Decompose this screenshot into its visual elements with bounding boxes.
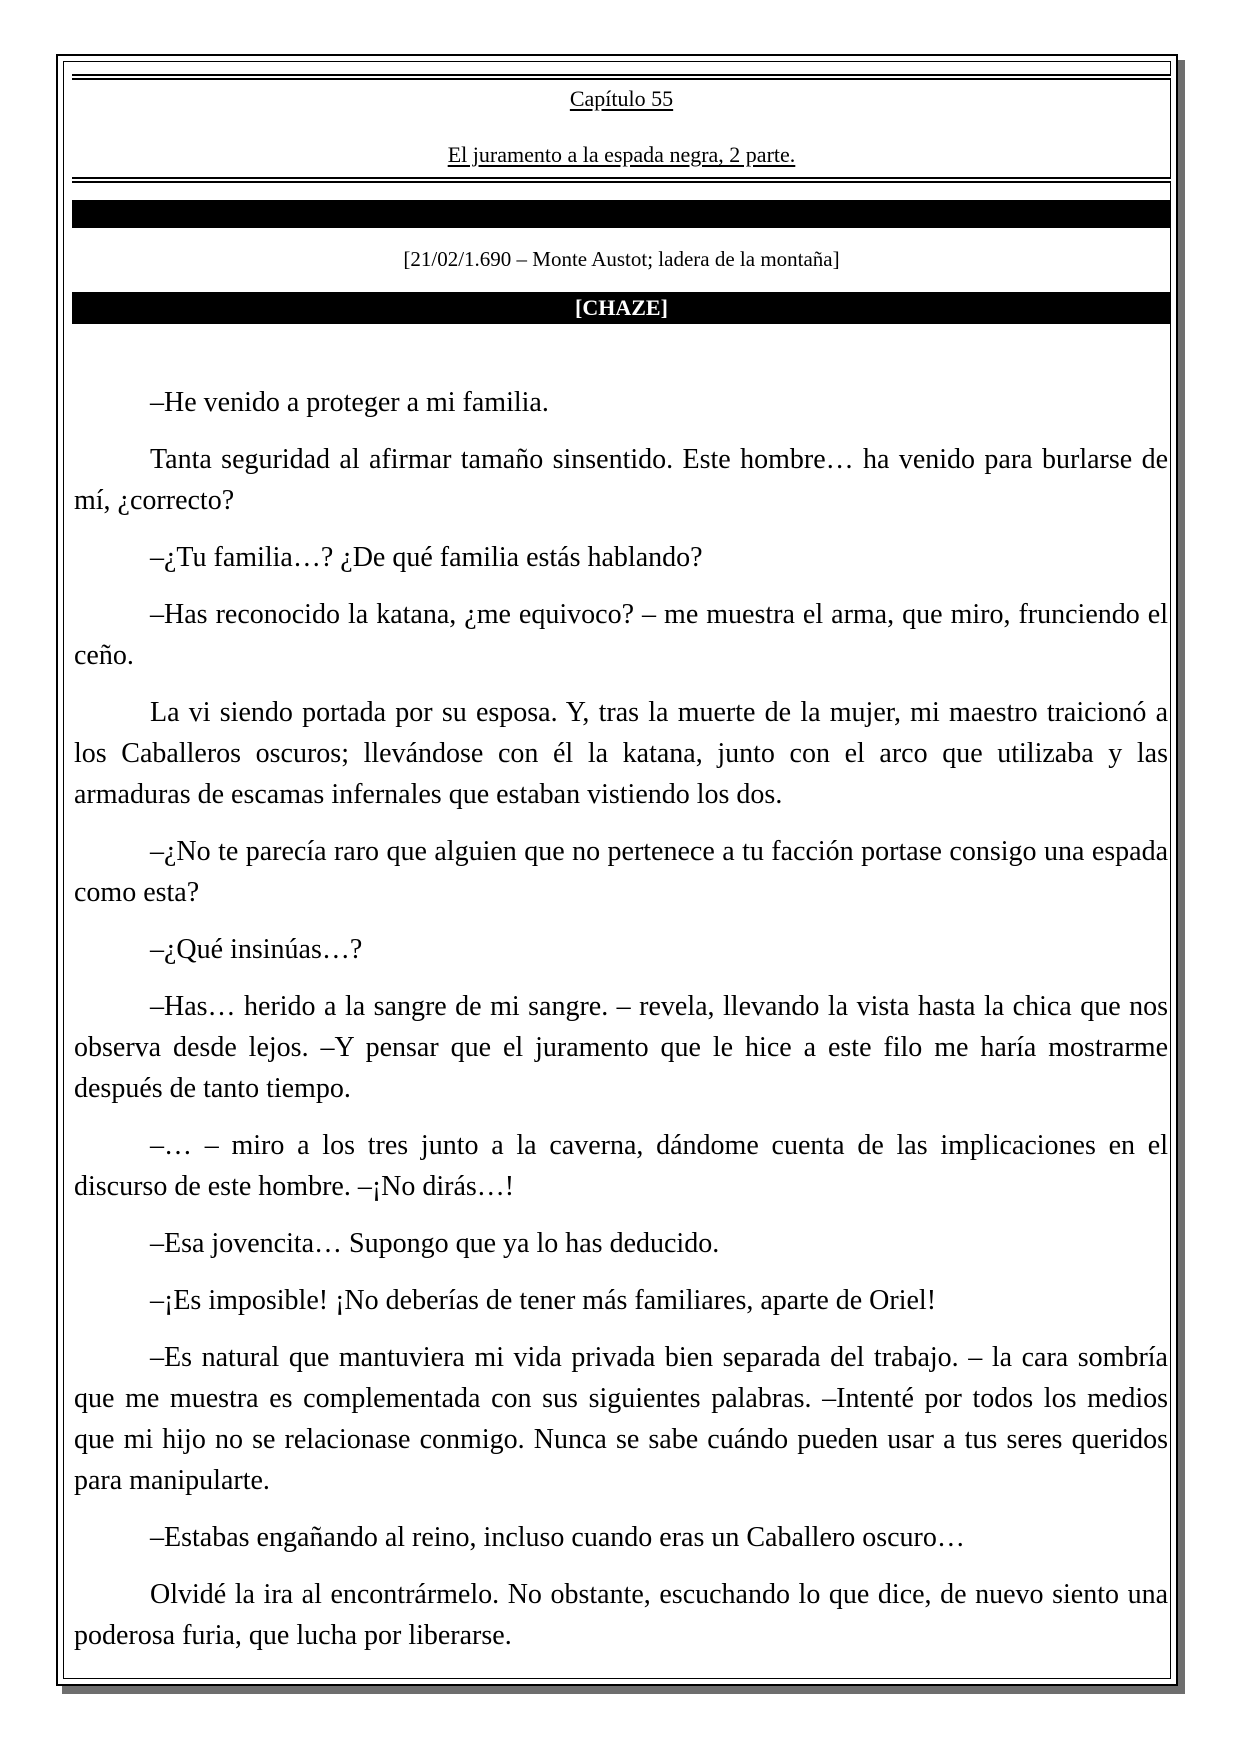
body-paragraph: –Esa jovencita… Supongo que ya lo has deducido. bbox=[150, 1228, 720, 1259]
body-paragraph: –Has reconocido la katana, ¿me equivoco? – me muestra el arma, que miro, frunciendo el ceño. bbox=[74, 599, 1168, 671]
chapter-title: Capítulo 55 bbox=[569, 86, 674, 111]
body-paragraph: –¡Es imposible! ¡No deberías de tener más familiares, aparte de Oriel! bbox=[150, 1285, 937, 1316]
body-paragraph: –¿Qué insinúas…? bbox=[150, 934, 363, 965]
top-double-rule bbox=[72, 74, 1171, 80]
body-paragraph: –Es natural que mantuviera mi vida privada bien separada del trabajo. – la cara sombría que me muestra es complementada con sus siguientes palabras. –Intenté por todos los medios que mi hijo no se relacionase conmigo. Nunca se sabe cuándo pueden usar a tus seres queridos para manipularte. bbox=[74, 1342, 1168, 1496]
body-paragraph: Tanta seguridad al afirmar tamaño sinsentido. Este hombre… ha venido para burlarse de mí, ¿correcto? bbox=[74, 444, 1168, 516]
body-paragraph: Olvidé la ira al encontrármelo. No obstante, escuchando lo que dice, de nuevo siento una poderosa furia, que lucha por liberarse. bbox=[74, 1579, 1168, 1651]
pov-character-bar: [CHAZE] bbox=[72, 292, 1171, 324]
body-paragraph: –… – miro a los tres junto a la caverna, dándome cuenta de las implicaciones en el discurso de este hombre. –¡No dirás…! bbox=[74, 1130, 1168, 1202]
black-separator-bar bbox=[72, 200, 1171, 228]
middle-double-rule bbox=[72, 177, 1171, 183]
body-paragraph: –He venido a proteger a mi familia. bbox=[150, 387, 549, 418]
scene-location: [21/02/1.690 – Monte Austot; ladera de la montaña] bbox=[403, 247, 840, 271]
body-paragraph: La vi siendo portada por su esposa. Y, tras la muerte de la mujer, mi maestro traicionó a los Caballeros oscuros; llevándose con él la katana, junto con el arco que utilizaba y las armaduras de escamas infernales que estaban vistiendo los dos. bbox=[74, 697, 1168, 810]
body-paragraph: –¿Tu familia…? ¿De qué familia estás hablando? bbox=[150, 542, 703, 573]
body-paragraph: –Estabas engañando al reino, incluso cuando eras un Caballero oscuro… bbox=[150, 1522, 965, 1553]
body-paragraph: –Has… herido a la sangre de mi sangre. – revela, llevando la vista hasta la chica que nos observa desde lejos. –Y pensar que el juramento que le hice a este filo me haría mostrarme después de tanto tiempo. bbox=[74, 991, 1168, 1104]
chapter-subtitle: El juramento a la espada negra, 2 parte. bbox=[447, 142, 796, 167]
chapter-body bbox=[74, 382, 1168, 1672]
body-paragraph: –¿No te parecía raro que alguien que no pertenece a tu facción portase consigo una espada como esta? bbox=[74, 836, 1168, 908]
